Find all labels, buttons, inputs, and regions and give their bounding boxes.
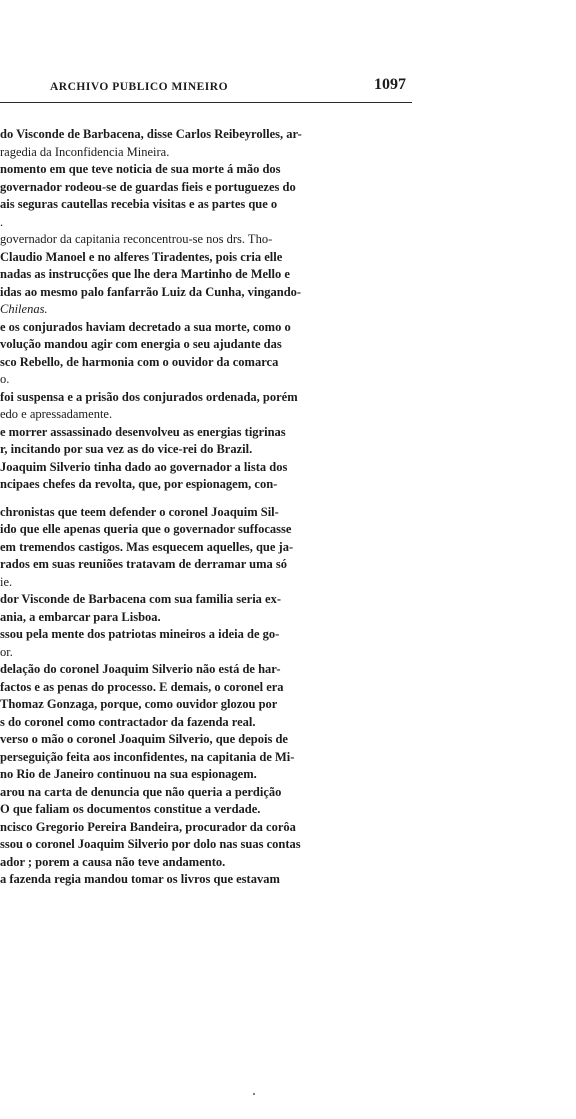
text-line: perseguição feita aos inconfidentes, na capitania de Mi- bbox=[0, 749, 295, 764]
text-line: ie. bbox=[0, 574, 13, 589]
page-header bbox=[0, 76, 410, 98]
text-line: a fazenda regia mandou tomar os livros que estavam bbox=[0, 872, 280, 886]
text-line: governador da capitania reconcentrou-se nos drs. Tho- bbox=[0, 232, 273, 246]
paragraph-gap bbox=[0, 494, 410, 504]
text-line: Thomaz Gonzaga, porque, como ouvidor glozou por bbox=[0, 697, 278, 711]
text-line: no Rio de Janeiro continuou na sua espionagem. bbox=[0, 767, 257, 781]
text-line: em tremendos castigos. Mas esquecem aquelles, que ja- bbox=[0, 539, 294, 554]
text-line: nadas as instrucções que lhe dera Martinho de Mello e bbox=[0, 267, 290, 281]
text-line: nomento em que teve noticia de sua morte á mão dos bbox=[0, 162, 281, 176]
text-line: sco Rebello, de harmonia com o ouvidor da comarca bbox=[0, 354, 279, 369]
text-line: ssou o coronel Joaquim Silverio por dolo nas suas contas bbox=[0, 837, 301, 851]
text-line: ania, a embarcar para Lisboa. bbox=[0, 609, 161, 624]
text-line: ais seguras cautellas recebia visitas e as partes que o bbox=[0, 197, 278, 211]
text-line: e morrer assassinado desenvolveu as energias tigrinas bbox=[0, 424, 286, 439]
text-line: rados em suas reuniões tratavam de derramar uma só bbox=[0, 557, 288, 571]
text-line: e os conjurados haviam decretado a sua morte, como o bbox=[0, 319, 291, 334]
text-line: s do coronel como contractador da fazenda real. bbox=[0, 714, 256, 729]
header-rule bbox=[0, 102, 412, 103]
text-line: O que faliam os documentos constitue a verdade. bbox=[0, 802, 261, 816]
text-line: volução mandou agir com energia o seu ajudante das bbox=[0, 337, 282, 351]
text-line: idas ao mesmo palo fanfarrão Luiz da Cunha, vingando- bbox=[0, 284, 302, 299]
text-line: ncisco Gregorio Pereira Bandeira, procurador da corôa bbox=[0, 819, 296, 834]
text-line: governador rodeou-se de guardas fieis e portuguezes do bbox=[0, 179, 296, 194]
running-title: ARCHIVO PUBLICO MINEIRO bbox=[50, 81, 229, 93]
text-line: foi suspensa e a prisão dos conjurados ordenada, porém bbox=[0, 389, 298, 404]
text-line: ncipaes chefes da revolta, que, por espionagem, con- bbox=[0, 477, 278, 491]
text-line: o. bbox=[0, 372, 10, 386]
text-line: edo e apressadamente. bbox=[0, 407, 113, 421]
text-line: ido que elle apenas queria que o governador suffocasse bbox=[0, 522, 292, 536]
speck-mark bbox=[253, 1093, 255, 1095]
body-text bbox=[0, 126, 410, 889]
text-line: verso o mão o coronel Joaquim Silverio, que depois de bbox=[0, 732, 288, 746]
text-line: . bbox=[0, 214, 4, 229]
text-line: r, incitando por sua vez as do vice-rei do Brazil. bbox=[0, 442, 253, 456]
text-line: delação do coronel Joaquim Silverio não está de har- bbox=[0, 662, 281, 676]
text-line: or. bbox=[0, 644, 13, 659]
text-line: ador ; porem a causa não teve andamento. bbox=[0, 854, 226, 869]
text-line: ssou pela mente dos patriotas mineiros a ideia de go- bbox=[0, 627, 280, 641]
text-line: arou na carta de denuncia que não queria a perdição bbox=[0, 784, 282, 799]
page-number: 1097 bbox=[374, 76, 406, 93]
text-line: ragedia da Inconfidencia Mineira. bbox=[0, 144, 170, 159]
text-line: Claudio Manoel e no alferes Tiradentes, pois cria elle bbox=[0, 249, 283, 264]
text-line: chronistas que teem defender o coronel Joaquim Sil- bbox=[0, 504, 279, 519]
text-line: do Visconde de Barbacena, disse Carlos Reibeyrolles, ar- bbox=[0, 127, 302, 141]
text-line: dor Visconde de Barbacena com sua familia seria ex- bbox=[0, 592, 281, 606]
text-line: factos e as penas do processo. E demais, o coronel era bbox=[0, 679, 284, 694]
text-line: Joaquim Silverio tinha dado ao governador a lista dos bbox=[0, 459, 288, 474]
text-line: Chilenas. bbox=[0, 302, 48, 316]
